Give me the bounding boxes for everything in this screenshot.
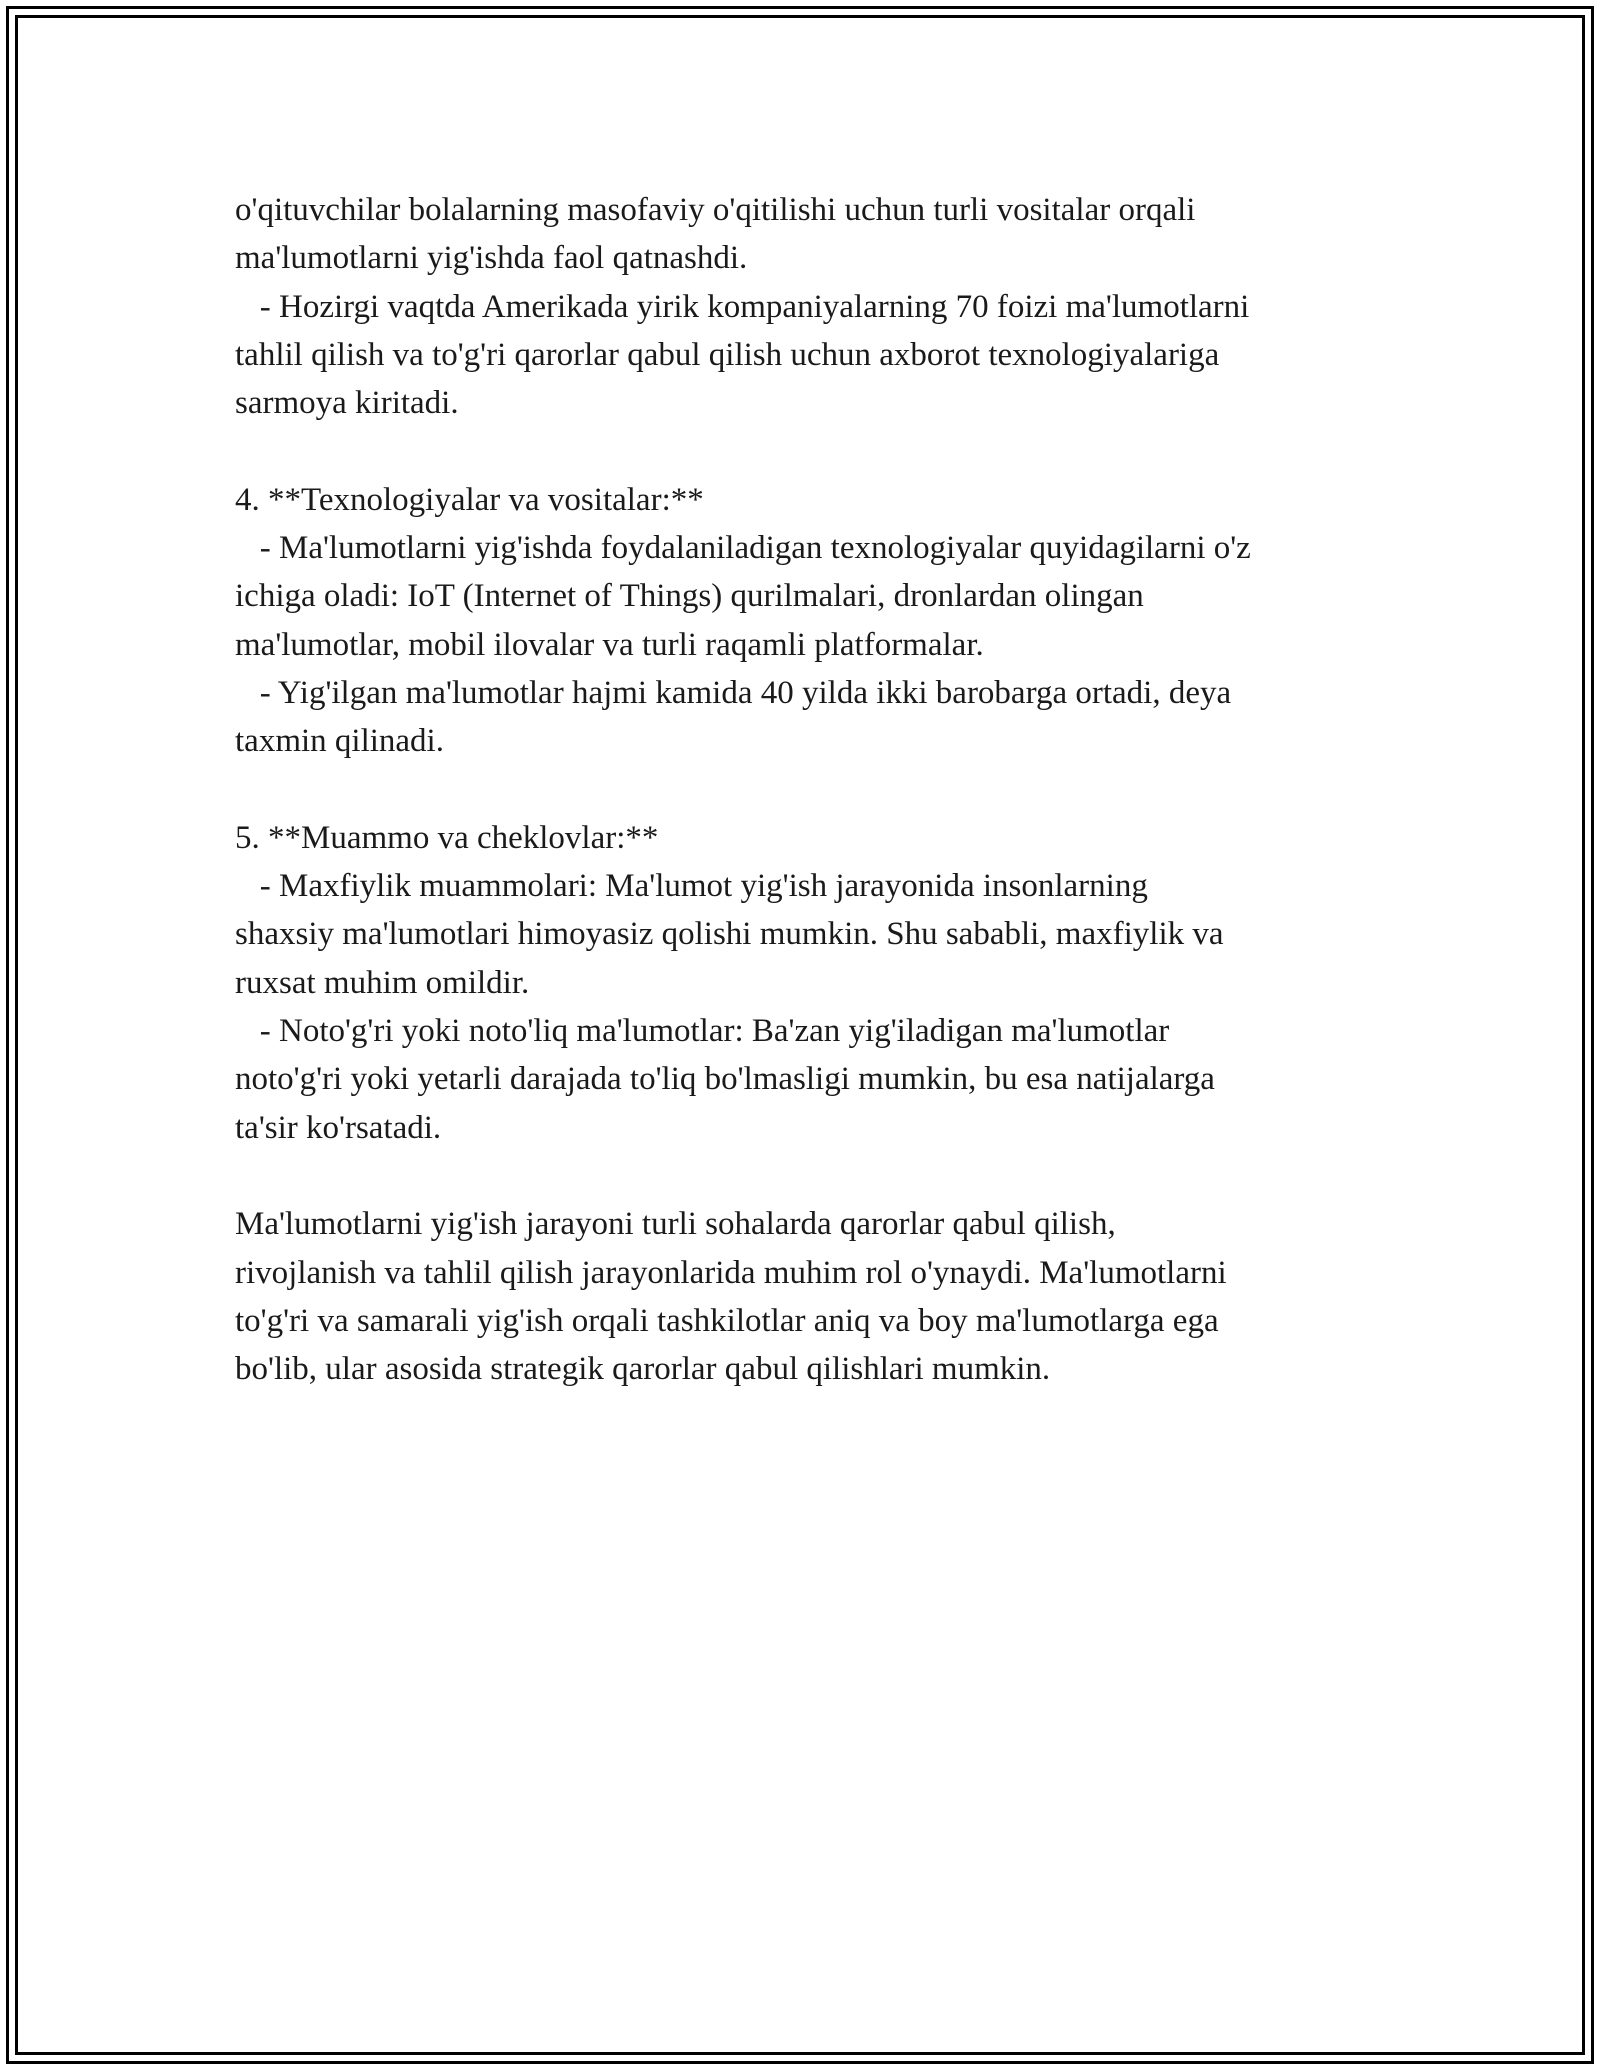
conclusion-paragraph <box>235 1200 1415 1393</box>
section-heading: 5. **Muammo va cheklovlar:** <box>235 819 659 856</box>
text-line: - Noto'g'ri yoki noto'liq ma'lumotlar: Ba'zan yig'iladigan ma'lumotlar <box>235 1013 1170 1050</box>
text-line: - Maxfiylik muammolari: Ma'lumot yig'ish jarayonida insonlarning <box>235 868 1148 905</box>
text-line: - Yig'ilgan ma'lumotlar hajmi kamida 40 yilda ikki barobarga ortadi, deya <box>235 674 1232 711</box>
intro-paragraph <box>235 186 1415 283</box>
text-line: Ma'lumotlarni yig'ish jarayoni turli sohalarda qarorlar qabul qilish, <box>235 1206 1116 1243</box>
blank-line <box>235 1152 1415 1200</box>
text-line: ta'sir ko'rsatadi. <box>235 1109 442 1146</box>
blank-line <box>235 427 1415 475</box>
section-5-bullet-1 <box>235 862 1415 1007</box>
section-5 <box>235 814 1415 1152</box>
section-4-bullet-2 <box>235 669 1415 766</box>
blank-line <box>235 766 1415 814</box>
text-line: - Ma'lumotlarni yig'ishda foydalaniladigan texnologiyalar quyidagilarni o'z <box>235 530 1251 567</box>
text-line: sarmoya kiritadi. <box>235 385 459 422</box>
document-body <box>235 186 1415 1393</box>
text-line: rivojlanish va tahlil qilish jarayonlarida muhim rol o'ynaydi. Ma'lumotlarni <box>235 1254 1227 1291</box>
text-line: tahlil qilish va to'g'ri qarorlar qabul qilish uchun axborot texnologiyalariga <box>235 336 1220 373</box>
text-line: o'qituvchilar bolalarning masofaviy o'qitilishi uchun turli vositalar orqali <box>235 192 1196 228</box>
text-line: shaxsiy ma'lumotlari himoyasiz qolishi mumkin. Shu sababli, maxfiylik va <box>235 916 1224 953</box>
section-heading: 4. **Texnologiyalar va vositalar:** <box>235 481 704 518</box>
text-line: bo'lib, ular asosida strategik qarorlar qabul qilishlari mumkin. <box>235 1351 1051 1388</box>
intro-bullet <box>235 283 1415 428</box>
section-4-bullet-1 <box>235 524 1415 669</box>
text-line: ruxsat muhim omildir. <box>235 964 530 1001</box>
text-line: - Hozirgi vaqtda Amerikada yirik kompaniyalarning 70 foizi ma'lumotlarni <box>235 288 1250 325</box>
text-line: ma'lumotlar, mobil ilovalar va turli raqamli platformalar. <box>235 626 984 663</box>
text-line: ma'lumotlarni yig'ishda faol qatnashdi. <box>235 240 748 277</box>
text-line: ichiga oladi: IoT (Internet of Things) qurilmalari, dronlardan olingan <box>235 578 1144 615</box>
text-line: to'g'ri va samarali yig'ish orqali tashkilotlar aniq va boy ma'lumotlarga ega <box>235 1302 1219 1339</box>
section-5-bullet-2 <box>235 1007 1415 1152</box>
text-line: noto'g'ri yoki yetarli darajada to'liq bo'lmasligi mumkin, bu esa natijalarga <box>235 1061 1215 1098</box>
text-line: taxmin qilinadi. <box>235 723 444 760</box>
section-4 <box>235 476 1415 766</box>
